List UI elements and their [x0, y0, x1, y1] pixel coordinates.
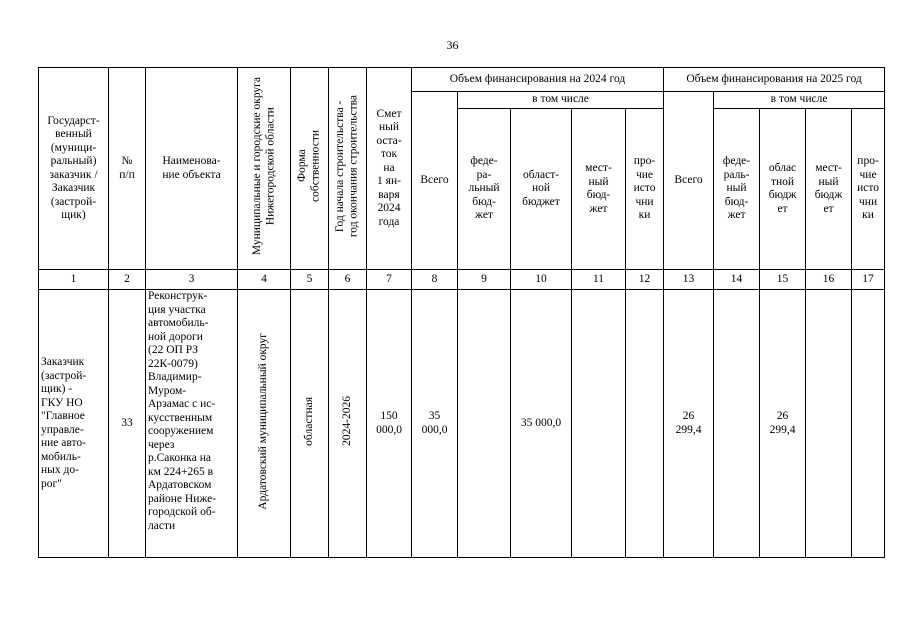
column-number: 10: [511, 270, 572, 290]
column-number: 5: [291, 270, 329, 290]
cell-number: 33: [109, 290, 146, 558]
header-row-1: [39, 68, 885, 92]
header-local-2025: мест- ный бюдж ет: [806, 109, 852, 270]
cell-total-2025: 26 299,4: [664, 290, 714, 558]
header-total-2024: Всего: [412, 92, 458, 270]
cell-ownership: областная: [291, 290, 329, 558]
cell-years: 2024-2026: [329, 290, 367, 558]
column-number: 7: [367, 270, 412, 290]
header-federal-2024: феде- ра- льный бюд- жет: [458, 109, 511, 270]
header-fin-2024: Объем финансирования на 2024 год: [412, 68, 664, 92]
header-total-2025: Всего: [664, 92, 714, 270]
header-district: Муниципальные и городские округа Нижегородской области: [238, 68, 291, 270]
column-number: 17: [852, 270, 885, 290]
cell-other-2024: [626, 290, 664, 558]
table-row: [39, 290, 885, 558]
cell-local-2024: [572, 290, 626, 558]
cell-regional-2024: 35 000,0: [511, 290, 572, 558]
page-number: 36: [446, 38, 459, 52]
header-fin-2025: Объем финансирования на 2025 год: [664, 68, 885, 92]
header-number: № п/п: [109, 68, 146, 270]
header-customer: Государст- венный (муници- pальный) заказчик / Заказчик (застрой- щик): [39, 68, 109, 270]
column-number: 4: [238, 270, 291, 290]
financing-table: [38, 67, 885, 558]
cell-object-name: Реконструк- ция участка автомобиль- ной дороги (22 ОП РЗ 22К-0079) Владимир- Муром- Арзамас с ис- кусственным сооружением через р.Саконка на км 224+265 в Ардатовском районе Ниже- городской об- ласти: [146, 290, 238, 558]
column-number: 13: [664, 270, 714, 290]
header-other-2024: про- чие исто чни ки: [626, 109, 664, 270]
header-including-2025: в том числе: [714, 92, 885, 109]
cell-remaining: 150 000,0: [367, 290, 412, 558]
column-number: 6: [329, 270, 367, 290]
column-number: 15: [760, 270, 806, 290]
header-federal-2025: феде- раль- ный бюд- жет: [714, 109, 760, 270]
header-local-2024: мест- ный бюд- жет: [572, 109, 626, 270]
header-regional-2025: облас тной бюдж ет: [760, 109, 806, 270]
column-number: 16: [806, 270, 852, 290]
cell-local-2025: [806, 290, 852, 558]
column-numbers-row: [39, 270, 885, 290]
header-ownership: Форма собственности: [291, 68, 329, 270]
header-years: Год начала строительства - год окончания строительства: [329, 68, 367, 270]
cell-customer: Заказчик (застрой- щик) - ГКУ НО "Главное управле- ние авто- мобиль- ных до- рог": [39, 290, 109, 558]
header-object-name: Наименова- ние объекта: [146, 68, 238, 270]
column-number: 2: [109, 270, 146, 290]
header-including-2024: в том числе: [458, 92, 664, 109]
cell-other-2025: [852, 290, 885, 558]
column-number: 1: [39, 270, 109, 290]
header-regional-2024: област- ной бюджет: [511, 109, 572, 270]
column-number: 3: [146, 270, 238, 290]
header-remaining: Смет ный оста- ток на 1 ян- варя 2024 года: [367, 68, 412, 270]
cell-district: Ардатовский муниципальный округ: [238, 290, 291, 558]
cell-regional-2025: 26 299,4: [760, 290, 806, 558]
cell-total-2024: 35 000,0: [412, 290, 458, 558]
header-other-2025: про- чие исто чни ки: [852, 109, 885, 270]
column-number: 9: [458, 270, 511, 290]
cell-federal-2024: [458, 290, 511, 558]
column-number: 12: [626, 270, 664, 290]
column-number: 8: [412, 270, 458, 290]
column-number: 11: [572, 270, 626, 290]
cell-federal-2025: [714, 290, 760, 558]
column-number: 14: [714, 270, 760, 290]
